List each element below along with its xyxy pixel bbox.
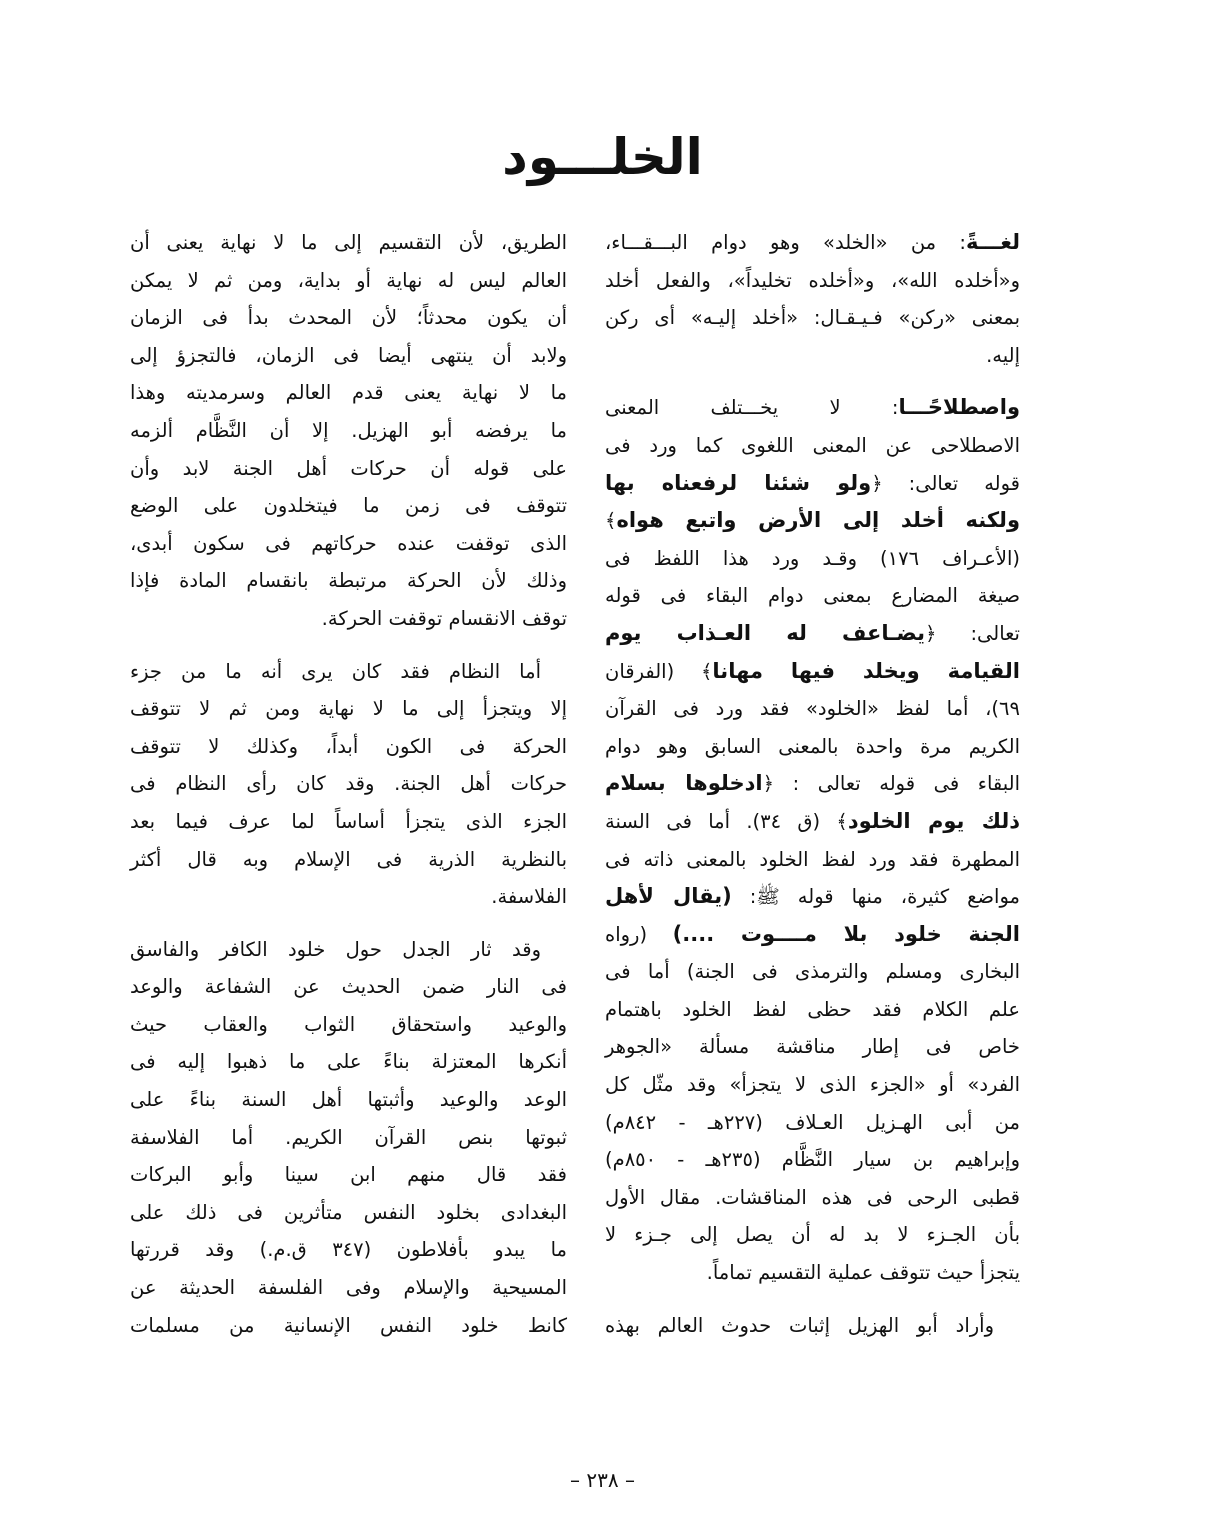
text-line	[130, 1156, 567, 1194]
bold-text: لغـــةً	[965, 230, 1020, 254]
body-text: بأن الجـزء لا بد له أن يصل إلى جـزء لا	[605, 1223, 1020, 1247]
body-text: العالم ليس له نهاية أو بداية، ومن ثم لا يمكن	[130, 268, 567, 292]
body-text: مواضع كثيرة، منها قوله ﷺ:	[731, 885, 1020, 909]
bold-text: ادخلوها بسلام	[605, 771, 763, 796]
text-line	[605, 615, 1020, 653]
body-text: والوعيد واستحقاق الثواب والعقاب حيث	[130, 1012, 567, 1036]
bold-text: يضـاعف له العـذاب يوم	[605, 620, 925, 645]
body-text: الكريم مرة واحدة بالمعنى السابق وهو دوام	[605, 734, 1020, 758]
text-line	[605, 728, 1020, 766]
body-text: فقد قال منهم ابن سينا وأبو البركات	[130, 1163, 567, 1187]
body-text: وأراد أبو الهزيل إثبات حدوث العالم بهذه	[605, 1313, 994, 1337]
body-text: ٦٩)، أما لفظ «الخلود» فقد ورد فى القرآن	[605, 697, 1020, 721]
text-line	[605, 262, 1020, 300]
text-line	[130, 931, 567, 969]
body-text: ثبوتها بنص القرآن الكريم. أما الفلاسفة	[130, 1125, 567, 1149]
text-line	[130, 487, 567, 525]
body-text: : من «الخلد» وهو دوام البـــقـــاء،	[605, 231, 966, 254]
body-text: الذى توقفت عنده حركاتهم فى سكون أبدى،	[130, 531, 567, 555]
text-line	[130, 841, 567, 879]
body-text: خاص فى إطار مناقشة مسألة «الجوهر	[605, 1035, 1020, 1059]
text-line	[605, 1028, 1020, 1066]
bold-text: القيامة ويخلد فيها مهانا	[712, 658, 1020, 683]
body-text: الجزء الذى يتجزأ أساساً لما عرف فيما بعد	[130, 809, 567, 833]
body-text: ما يبدو بأفلاطون (٣٤٧ ق.م.) وقد قررتها	[130, 1238, 567, 1262]
body-text: الاصطلاحى عن المعنى اللغوى كما ورد فى	[605, 433, 1020, 457]
text-line	[605, 916, 1020, 954]
body-text: تعالى: ﴿	[925, 621, 1020, 645]
body-text: ولابد أن ينتهى أيضا فى الزمان، فالتجزؤ إلى	[130, 343, 567, 367]
page-title: الخلـــود	[502, 128, 703, 186]
paragraph	[605, 224, 1020, 374]
bold-text: ولكنه أخلد إلى الأرض واتبع هواه	[616, 508, 1020, 533]
text-line	[130, 1231, 567, 1269]
paragraph	[130, 224, 567, 638]
bold-text: ولو شئنا لرفعناه بها	[605, 470, 872, 495]
body-text: البخارى ومسلم والترمذى فى الجنة) أما فى	[605, 960, 1020, 984]
paragraph	[130, 653, 567, 916]
paragraph	[605, 1307, 1020, 1345]
bold-text: ذلك يوم الخلود	[847, 808, 1021, 833]
body-text: ما يرفضه أبو الهزيل. إلا أن النَّظَّام ألزمه	[130, 418, 567, 442]
text-line	[130, 262, 567, 300]
text-line	[605, 224, 1020, 262]
text-line	[130, 1307, 567, 1345]
body-text: علم الكلام فقد حظى لفظ الخلود باهتمام	[605, 997, 1020, 1021]
body-text: قوله تعالى: ﴿	[871, 471, 1021, 495]
body-text: كانط خلود النفس الإنسانية من مسلمات	[130, 1313, 567, 1337]
body-text: أن يكون محدثاً؛ لأن المحدث بدأ فى الزمان	[130, 306, 567, 330]
body-text: يتجزأ حيث تتوقف عملية التقسيم تماماً.	[706, 1261, 1020, 1285]
text-line	[130, 1081, 567, 1119]
body-text: (رواه	[605, 922, 673, 946]
text-line	[605, 765, 1020, 803]
text-line	[130, 374, 567, 412]
body-text: الطريق، لأن التقسيم إلى ما لا نهاية يعنى أن	[130, 231, 567, 254]
body-text: البغدادى بخلود النفس متأثرين فى ذلك على	[130, 1200, 567, 1224]
text-line	[130, 450, 567, 488]
page-number: – ٢٣٨ –	[570, 1468, 635, 1492]
text-line	[130, 600, 567, 638]
text-line	[130, 968, 567, 1006]
body-text: تتوقف فى زمن ما فيتخلدون على الوضع	[130, 494, 567, 518]
text-line	[130, 1119, 567, 1157]
text-line	[605, 841, 1020, 879]
text-line	[130, 1043, 567, 1081]
text-line	[130, 1194, 567, 1232]
bold-text: الجنة خلود بلا مــــوت ....)	[672, 921, 1020, 946]
paragraph	[130, 931, 567, 1345]
text-line	[130, 1006, 567, 1044]
body-text: أنكرها المعتزلة بناءً على ما ذهبوا إليه فى	[130, 1050, 567, 1074]
body-text: فى النار ضمن الحديث عن الشفاعة والوعد	[130, 975, 567, 999]
text-line	[130, 299, 567, 337]
body-text: وإبراهيم بن سيار النَّظَّام (٢٣٥هـ - ٨٥٠م)	[605, 1148, 1021, 1172]
text-line	[130, 653, 567, 691]
body-text: من أبى الهـزيل العـلاف (٢٢٧هـ - ٨٤٢م)	[605, 1110, 1020, 1134]
body-text: الوعد والوعيد وأثبتها أهل السنة بناءً على	[130, 1088, 567, 1112]
body-text: قطبى الرحى فى هذه المناقشات. مقال الأول	[605, 1185, 1020, 1209]
text-line	[605, 1141, 1020, 1179]
body-text: وقد ثار الجدل حول خلود الكافر والفاسق	[130, 937, 541, 961]
text-line	[605, 389, 1020, 427]
paragraph	[605, 389, 1020, 1291]
text-line	[605, 1254, 1020, 1292]
text-line	[130, 1269, 567, 1307]
text-line	[605, 299, 1020, 337]
text-line	[605, 653, 1020, 691]
body-text: وذلك لأن الحركة مرتبطة بانقسام المادة فإذا	[130, 569, 567, 593]
body-text: البقاء فى قوله تعالى : ﴿	[762, 772, 1020, 796]
body-text: الفرد» أو «الجزء الذى لا يتجزأ» وقد مثّل كل	[605, 1073, 1020, 1097]
body-text: إليه.	[986, 343, 1020, 367]
body-text: ﴾ (الفرقان	[605, 659, 713, 683]
body-text: الحركة فى الكون أبداً، وكذلك لا تتوقف	[130, 734, 567, 758]
text-line	[130, 562, 567, 600]
text-line	[130, 224, 567, 262]
body-text: و«أخلده الله»، و«أخلده تخليداً»، والفعل أخلد	[605, 268, 1020, 292]
body-text: أما النظام فقد كان يرى أنه ما من جزء	[130, 659, 541, 683]
text-line	[605, 1066, 1020, 1104]
text-line	[605, 465, 1020, 503]
text-line	[130, 728, 567, 766]
body-text: ما لا نهاية يعنى قدم العالم وسرمديته وهذا	[130, 381, 567, 405]
body-text: توقف الانقسام توقفت الحركة.	[321, 606, 567, 630]
text-line	[605, 690, 1020, 728]
text-line	[130, 878, 567, 916]
bold-text: (يقال لأهل	[605, 884, 732, 909]
body-text: صيغة المضارع بمعنى دوام البقاء فى قوله	[605, 584, 1020, 608]
body-text: حركات أهل الجنة. وقد كان رأى النظام فى	[130, 772, 567, 796]
body-text: بالنظرية الذرية فى الإسلام وبه قال أكثر	[130, 847, 567, 871]
text-line	[130, 765, 567, 803]
right-column	[605, 224, 1020, 1359]
body-text: على قوله أن حركات أهل الجنة لابد وأن	[130, 456, 567, 480]
text-line	[130, 337, 567, 375]
text-line	[605, 953, 1020, 991]
text-line	[605, 1104, 1020, 1142]
body-text: ﴾	[605, 509, 617, 533]
body-text: (الأعـراف ١٧٦) وقـد ورد هذا اللفظ فى	[605, 546, 1020, 570]
text-line	[605, 577, 1020, 615]
text-line	[605, 991, 1020, 1029]
text-line	[605, 1216, 1020, 1254]
text-line	[605, 1307, 1020, 1345]
text-line	[130, 803, 567, 841]
text-line	[130, 525, 567, 563]
left-column	[130, 224, 567, 1359]
text-line	[605, 502, 1020, 540]
body-text: المسيحية والإسلام وفى الفلسفة الحديثة عن	[130, 1276, 567, 1300]
body-text: ﴾ (ق ٣٤). أما فى السنة	[605, 809, 848, 833]
bold-text: واصطلاحًـــا	[898, 395, 1020, 420]
body-text: الفلاسفة.	[491, 885, 567, 909]
text-line	[605, 540, 1020, 578]
text-line	[605, 1179, 1020, 1217]
text-line	[605, 878, 1020, 916]
body-text: بمعنى «ركن» فـيـقـال: «أخلد إليـه» أى ركن	[605, 306, 1020, 330]
body-text: : لا يخـــتلف المعنى	[605, 396, 899, 420]
text-line	[130, 412, 567, 450]
text-line	[130, 690, 567, 728]
body-text: المطهرة فقد ورد لفظ الخلود بالمعنى ذاته فى	[605, 847, 1020, 871]
text-line	[605, 803, 1020, 841]
text-line	[605, 427, 1020, 465]
text-line	[605, 337, 1020, 375]
body-text: إلا ويتجزأ إلى ما لا نهاية ومن ثم لا تتوقف	[130, 697, 567, 721]
